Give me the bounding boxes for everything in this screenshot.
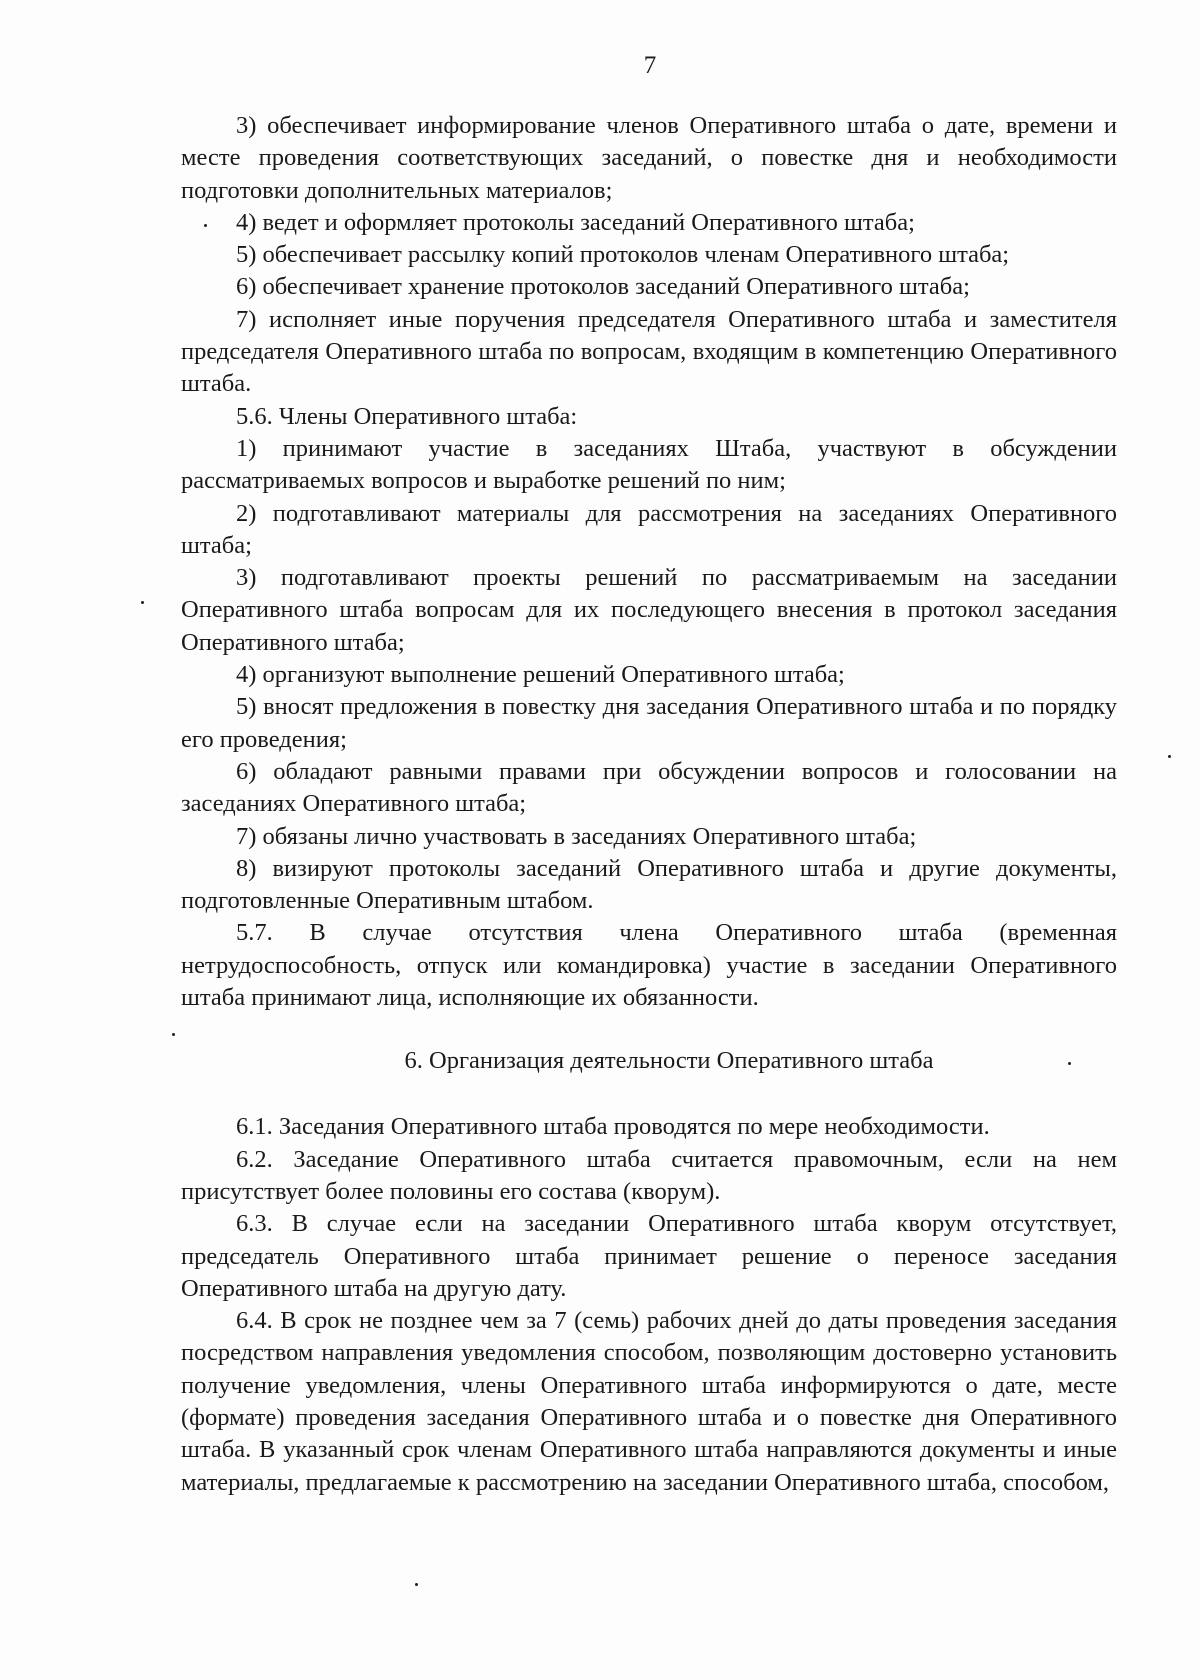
paragraph: 4) организуют выполнение решений Оперативного штаба; xyxy=(236,661,845,689)
paragraph: 5) вносят предложения в повестку дня заседания Оперативного штаба и по порядку его проведения; xyxy=(181,693,1117,753)
document-body xyxy=(181,110,1117,1499)
scan-speck xyxy=(172,1033,175,1036)
scan-speck xyxy=(141,601,144,604)
scan-speck xyxy=(1168,755,1171,758)
paragraph: 7) исполняет иные поручения председателя Оперативного штаба и заместителя председателя Оперативного штаба по вопросам, входящим в компетенцию Оперативного штаба. xyxy=(181,305,1117,398)
scan-speck xyxy=(1068,1062,1071,1065)
paragraph: 5) обеспечивает рассылку копий протоколов членам Оперативного штаба; xyxy=(236,241,1010,269)
paragraph: 5.6. Члены Оперативного штаба: xyxy=(236,402,578,430)
paragraph: 6.2. Заседание Оперативного штаба считается правомочным, если на нем присутствует более половины его состава (кворум). xyxy=(181,1145,1117,1205)
paragraph: 7) обязаны лично участвовать в заседаниях Оперативного штаба; xyxy=(236,822,917,850)
paragraph: 2) подготавливают материалы для рассмотрения на заседаниях Оперативного штаба; xyxy=(181,499,1117,559)
paragraph: 6) обеспечивает хранение протоколов заседаний Оперативного штаба; xyxy=(236,273,970,301)
paragraph: 3) обеспечивает информирование членов Оперативного штаба о дате, времени и месте проведения соответствующих заседаний, о повестке дня и необходимости подготовки дополнительных материалов; xyxy=(181,112,1117,204)
paragraph: 6.3. В случае если на заседании Оперативного штаба кворум отсутствует, председатель Оперативного штаба принимает решение о переносе заседания Оперативного штаба на другую дату. xyxy=(181,1210,1117,1302)
page-number: 7 xyxy=(643,52,657,79)
scan-speck xyxy=(415,1583,418,1586)
scan-speck xyxy=(204,224,207,227)
paragraph: 1) принимают участие в заседаниях Штаба, участвуют в обсуждении рассматриваемых вопросов и выработке решений по ним; xyxy=(181,434,1117,495)
paragraph: 6.1. Заседания Оперативного штаба проводятся по мере необходимости. xyxy=(236,1113,990,1141)
paragraph: 4) ведет и оформляет протоколы заседаний Оперативного штаба; xyxy=(236,208,915,236)
paragraph: 6) обладают равными правами при обсуждении вопросов и голосовании на заседаниях Оперативного штаба; xyxy=(181,757,1117,818)
section-heading: 6. Организация деятельности Оперативного штаба xyxy=(404,1047,934,1075)
paragraph: 5.7. В случае отсутствия члена Оперативного штаба (временная нетрудоспособность, отпуск или командировка) участие в заседании Оперативного штаба принимают лица, исполняющие их обязанности. xyxy=(181,919,1117,1012)
paragraph: 3) подготавливают проекты решений по рассматриваемым на заседании Оперативного штаба вопросам для их последующего внесения в протокол заседания Оперативного штаба; xyxy=(181,564,1117,656)
paragraph: 8) визируют протоколы заседаний Оперативного штаба и другие документы, подготовленные Оперативным штабом. xyxy=(181,854,1117,915)
paragraph: 6.4. В срок не позднее чем за 7 (семь) рабочих дней до даты проведения заседания посредством направления уведомления способом, позволяющим достоверно установить получение уведомления, члены Оперативного штаба информируются о дате, месте (формате) проведения заседания Оперативного штаба и о повестке дня Оперативного штаба. В указанный срок членам Оперативного штаба направляются документы и иные материалы, предлагаемые к рассмотрению на заседании Оперативного штаба, способом, xyxy=(181,1307,1117,1496)
